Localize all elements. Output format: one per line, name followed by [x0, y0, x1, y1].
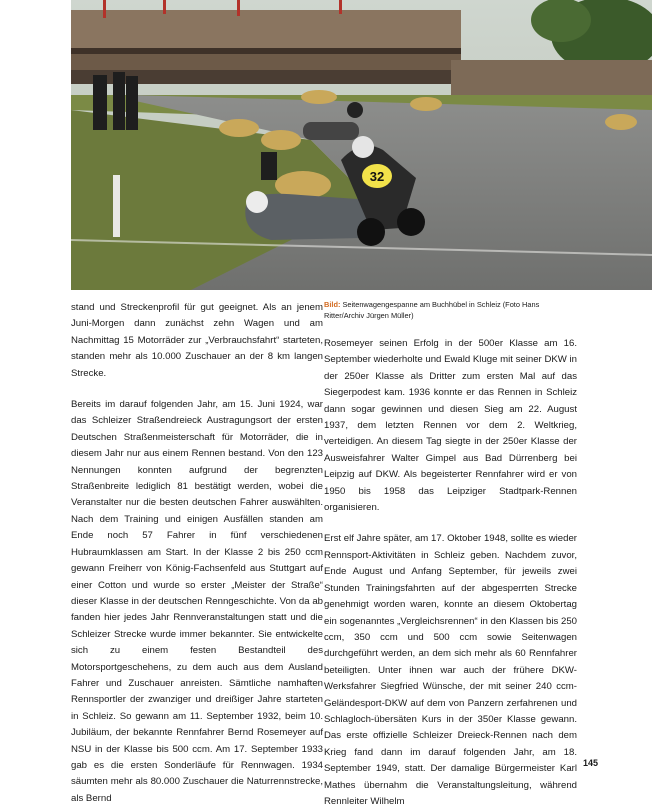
sidecar-race-illustration [71, 0, 652, 290]
caption-label: Bild: [324, 300, 341, 309]
paragraph: Erst elf Jahre später, am 17. Oktober 1948, sollte es wieder Rennsport-Aktivitäten in Schleiz geben. Nachdem zuvor, Ende August und Anfang September, für jeweils zwei Stunden Trainingsfahrten auf der abgesperrten Strecke genehmigt worden waren, konnte an diesem Oktobertag ein sogenanntes „Vergleichsrennen“ in den Klassen bis 250 ccm, 350 ccm und 500 ccm sowie Seitenwagen durchgeführt werden, an dem sich mehr als 60 Rennfahrer beteiligten. Unter ihnen war auch der frühere DKW-Werksfahrer Siegfried Wünsche, der mit seiner 240 ccm-Geländesport-DKW auf dem von Panzern zerfahrenen und Schlagloch-übersäten Kurs in der 350er Klasse gewann. Das erste offizielle Schleizer Dreieck-Rennen nach dem Krieg fand dann im darauf folgenden Jahr, am 18. September 1949, statt. Der damalige Bürgermeister Karl Mathes übernahm die Veranstaltungsleitung, während Rennleiter Wilhelm [324, 533, 577, 807]
paragraph: stand und Streckenprofil für gut geeignet. Als an jenem Juni-Morgen dann zunächst zehn Wagen und am Nachmittag 15 Motorräder zur „Verbrauchsfahrt“ starteten, standen mehr als 10.000 Zuschauer an der 8 km langen Strecke. [71, 302, 323, 379]
right-text-column [324, 300, 577, 810]
paragraph: Rosemeyer seinen Erfolg in der 500er Klasse am 16. September wiederholte und Ewald Kluge mit seiner DKW in der 250er Klasse als Dritter zum ersten Mal auf das Siegerpodest kam. 1936 konnte er das Rennen in Schleiz dann sogar gewinnen und diesen Sieg am 22. August 1937, dem letzten Rennen vor dem 2. Weltkrieg, verteidigen. An diesem Tag siegte in der 250er Klasse der Ausweisfahrer Walter Gimpel aus Bad Dürrenberg bei Leipzig auf DKW. Als begeisterter Rennfahrer wird er von 1950 bis 1958 das Leipziger Stadtpark-Rennen organisieren. [324, 338, 577, 514]
photo-caption [324, 300, 577, 321]
paragraph: Bereits im darauf folgenden Jahr, am 15. Juni 1924, war das Schleizer Straßendreieck Austragungsort der ersten Deutschen Straßenmeisterschaft für Motorräder, die in diesem Jahr nur aus einem Rennen bestand. Von den 123 Nennungen konnten aufgrund der begrenzten Straßenbreite lediglich 81 bestätigt werden, wobei die Veranstalter nur die besten deutschen Fahrer auswählten. Nach dem Training und einigen Ausfällen standen am Ende noch 57 Fahrer in fünf verschiedenen Hubraumklassen am Start. In der Klasse 2 bis 250 ccm gewann Freiherr von König-Fachsenfeld aus Stuttgart auf einer Cotton und wurde so erster „Meister der Straße“ dieser Klasse in der deutschen Renngeschichte. Von da ab fanden hier jedes Jahr Rennveranstaltungen statt und die Schleizer Strecke wurde immer bekannter. Sie entwickelte sich zu einem festen Bestandteil des Motorsportgeschehens, zu dem auch aus dem Ausland Fahrer und Zuschauer anreisten. Sämtliche namhaften Rennsportler der zwanziger und dreißiger Jahre starteten in Schleiz. So gewann am 11. September 1932, beim 10. Jubiläum, der bekannte Rennfahrer Bernd Rosemeyer auf NSU in der Klasse bis 500 ccm. Am 17. September 1933 gab es die ersten Sonderläufe für Rennwagen. 1934 säumten mehr als 80.000 Zuschauer die Naturrennstrecke, als Bernd [71, 399, 323, 804]
caption-text: Seitenwagengespanne am Buchhübel in Schleiz (Foto Hans Ritter/Archiv Jürgen Müller) [324, 300, 540, 320]
page-number: 145 [582, 758, 598, 768]
racer-number: 32 [369, 169, 385, 184]
race-photo [71, 0, 652, 290]
left-text-column [71, 300, 323, 807]
